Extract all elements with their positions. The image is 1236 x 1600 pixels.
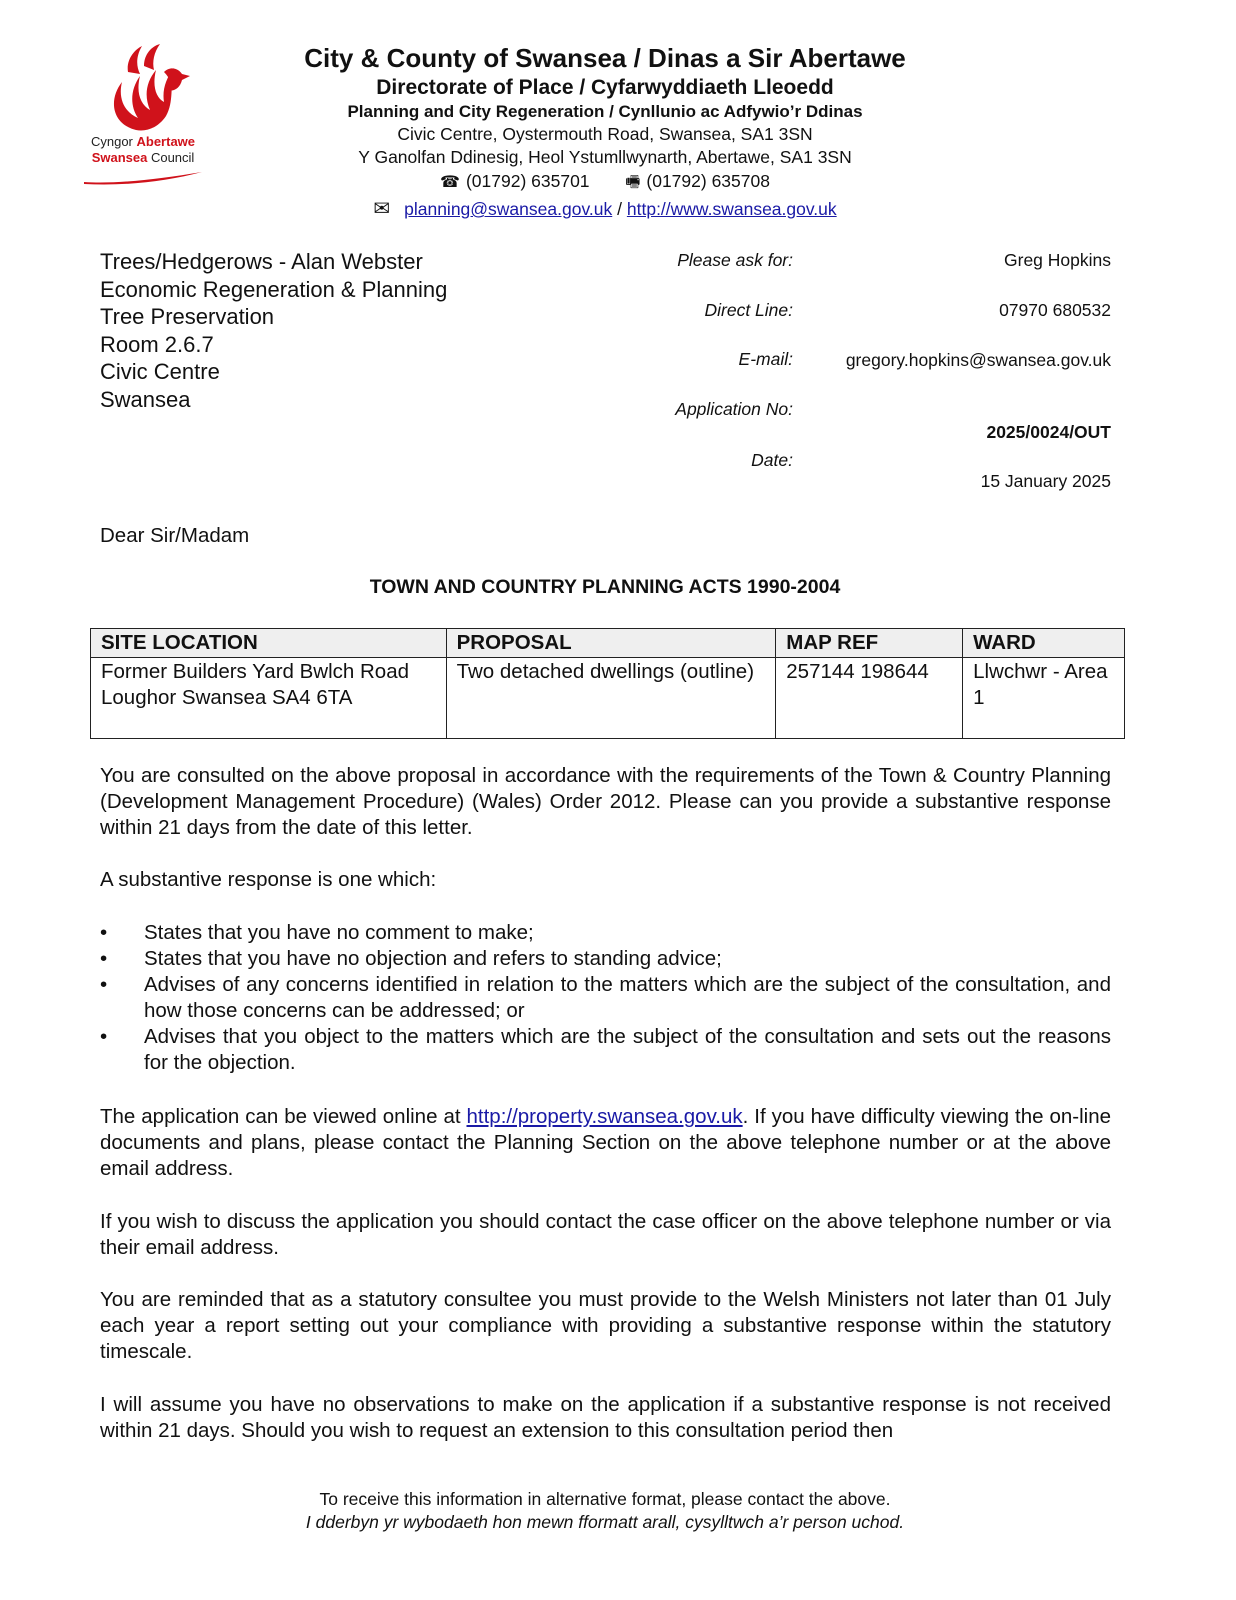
separator: /	[617, 199, 622, 219]
salutation: Dear Sir/Madam	[100, 524, 250, 547]
address-welsh: Y Ganolfan Ddinesig, Heol Ystumllwynarth, Abertawe, SA1 3SN	[358, 147, 852, 167]
header-map-ref: MAP REF	[776, 629, 963, 658]
bullet-icon: •	[100, 921, 108, 944]
recipient-line: Swansea	[100, 386, 191, 412]
consultation-paragraph: You are consulted on the above proposal in accordance with the requirements of the Town & Country Planning (Development Management Procedure) (Wales) Order 2012. Please can you provide a substantive response within 21 days from the date of this letter.	[100, 764, 1111, 839]
list-item: • Advises of any concerns identified in relation to the matters which are the subject of the consultation, and how those concerns can be addressed; or	[100, 973, 1111, 1022]
online-viewing-paragraph: The application can be viewed online at http://property.swansea.gov.uk. If you have difficulty viewing the on-line documents and plans, please contact the Planning Section on the above telephone number or at the above email address.	[100, 1105, 1111, 1180]
table-header-row	[91, 629, 1125, 658]
map-ref-cell: 257144 198644	[776, 658, 963, 739]
bullet-icon: •	[100, 947, 108, 970]
discuss-paragraph: If you wish to discuss the application you should contact the case officer on the above telephone number or via their email address.	[100, 1210, 1111, 1259]
council-title: City & County of Swansea / Dinas a Sir Abertawe	[304, 43, 906, 73]
telephone-icon: ☎	[440, 174, 460, 191]
site-location-cell: Former Builders Yard Bwlch Road Loughor Swansea SA4 6TA	[91, 658, 447, 739]
list-item: • States that you have no comment to make;	[100, 921, 534, 944]
contact-numbers	[280, 169, 930, 195]
footer	[0, 1488, 1210, 1534]
bullet-icon: •	[100, 973, 108, 996]
date-label: Date:	[751, 450, 793, 470]
recipient-line: Tree Preservation	[100, 304, 275, 329]
envelope-icon: ✉	[373, 198, 391, 220]
no-observations-paragraph: I will assume you have no observations to make on the application if a substantive response is not received within 21 days. Should you wish to request an extension to this consultation period then	[100, 1393, 1111, 1442]
phone-number: (01792) 635701	[465, 171, 590, 191]
footer-welsh: I dderbyn yr wybodaeth hon mewn fformatt arall, cysylltwch a’r person uchod.	[305, 1512, 905, 1532]
recipient-line: Economic Regeneration & Planning	[100, 276, 448, 302]
substantive-response-intro: A substantive response is one which:	[100, 868, 437, 891]
table-row	[91, 658, 1125, 739]
direct-line-number: 07970 680532	[999, 300, 1111, 320]
recipient-line: Trees/Hedgerows - Alan Webster	[100, 249, 423, 274]
header-ward: WARD	[963, 629, 1125, 658]
website-link[interactable]: http://www.swansea.gov.uk	[626, 199, 837, 219]
header-proposal: PROPOSAL	[446, 629, 776, 658]
department: Planning and City Regeneration / Cynllunio ac Adfywio’r Ddinas	[347, 102, 863, 121]
bullet-icon: •	[100, 1025, 108, 1048]
logo-text: Cyngor Abertawe Swansea Council	[90, 134, 196, 165]
recipient-line: Civic Centre	[100, 359, 220, 384]
council-logo	[78, 42, 208, 192]
directorate: Directorate of Place / Cyfarwyddiaeth Lleoedd	[376, 76, 834, 99]
proposal-cell: Two detached dwellings (outline)	[446, 658, 776, 739]
ward-cell: Llwchwr - Area 1	[963, 658, 1125, 739]
phoenix-icon	[78, 42, 208, 134]
letter-date: 15 January 2025	[980, 471, 1111, 491]
application-number: 2025/0024/OUT	[986, 422, 1111, 442]
swoosh-decoration	[84, 170, 204, 186]
case-officer-name: Greg Hopkins	[1004, 250, 1111, 270]
header-site-location: SITE LOCATION	[91, 629, 447, 658]
ask-for-label: Please ask for:	[677, 250, 793, 270]
direct-line-label: Direct Line:	[704, 300, 793, 320]
planning-email-link[interactable]: planning@swansea.gov.uk	[404, 199, 613, 219]
contact-links	[280, 195, 930, 223]
list-item: • States that you have no objection and refers to standing advice;	[100, 947, 722, 970]
statutory-reminder-paragraph: You are reminded that as a statutory consultee you must provide to the Welsh Ministers not later than 01 July each year a report setting out your compliance with providing a substantive response within the statutory timescale.	[100, 1288, 1111, 1363]
case-officer-email[interactable]: gregory.hopkins@swansea.gov.uk	[845, 350, 1111, 370]
email-label: E-mail:	[738, 349, 793, 369]
document-heading: TOWN AND COUNTRY PLANNING ACTS 1990-2004	[369, 576, 841, 598]
letterhead	[280, 42, 930, 223]
fax-number: (01792) 635708	[646, 171, 770, 191]
address-english: Civic Centre, Oystermouth Road, Swansea, SA1 3SN	[397, 124, 813, 144]
fax-icon: 🖷	[625, 174, 641, 191]
application-no-label: Application No:	[675, 399, 793, 419]
recipient-line: Room 2.6.7	[100, 331, 214, 357]
footer-english: To receive this information in alternative format, please contact the above.	[319, 1489, 891, 1509]
recipient-address	[100, 248, 447, 413]
list-item: • Advises that you object to the matters which are the subject of the consultation and sets out the reasons for the objection.	[100, 1025, 1111, 1074]
response-criteria-list	[100, 920, 1111, 1076]
application-table	[90, 628, 1125, 739]
property-portal-link[interactable]: http://property.swansea.gov.uk	[466, 1105, 743, 1128]
